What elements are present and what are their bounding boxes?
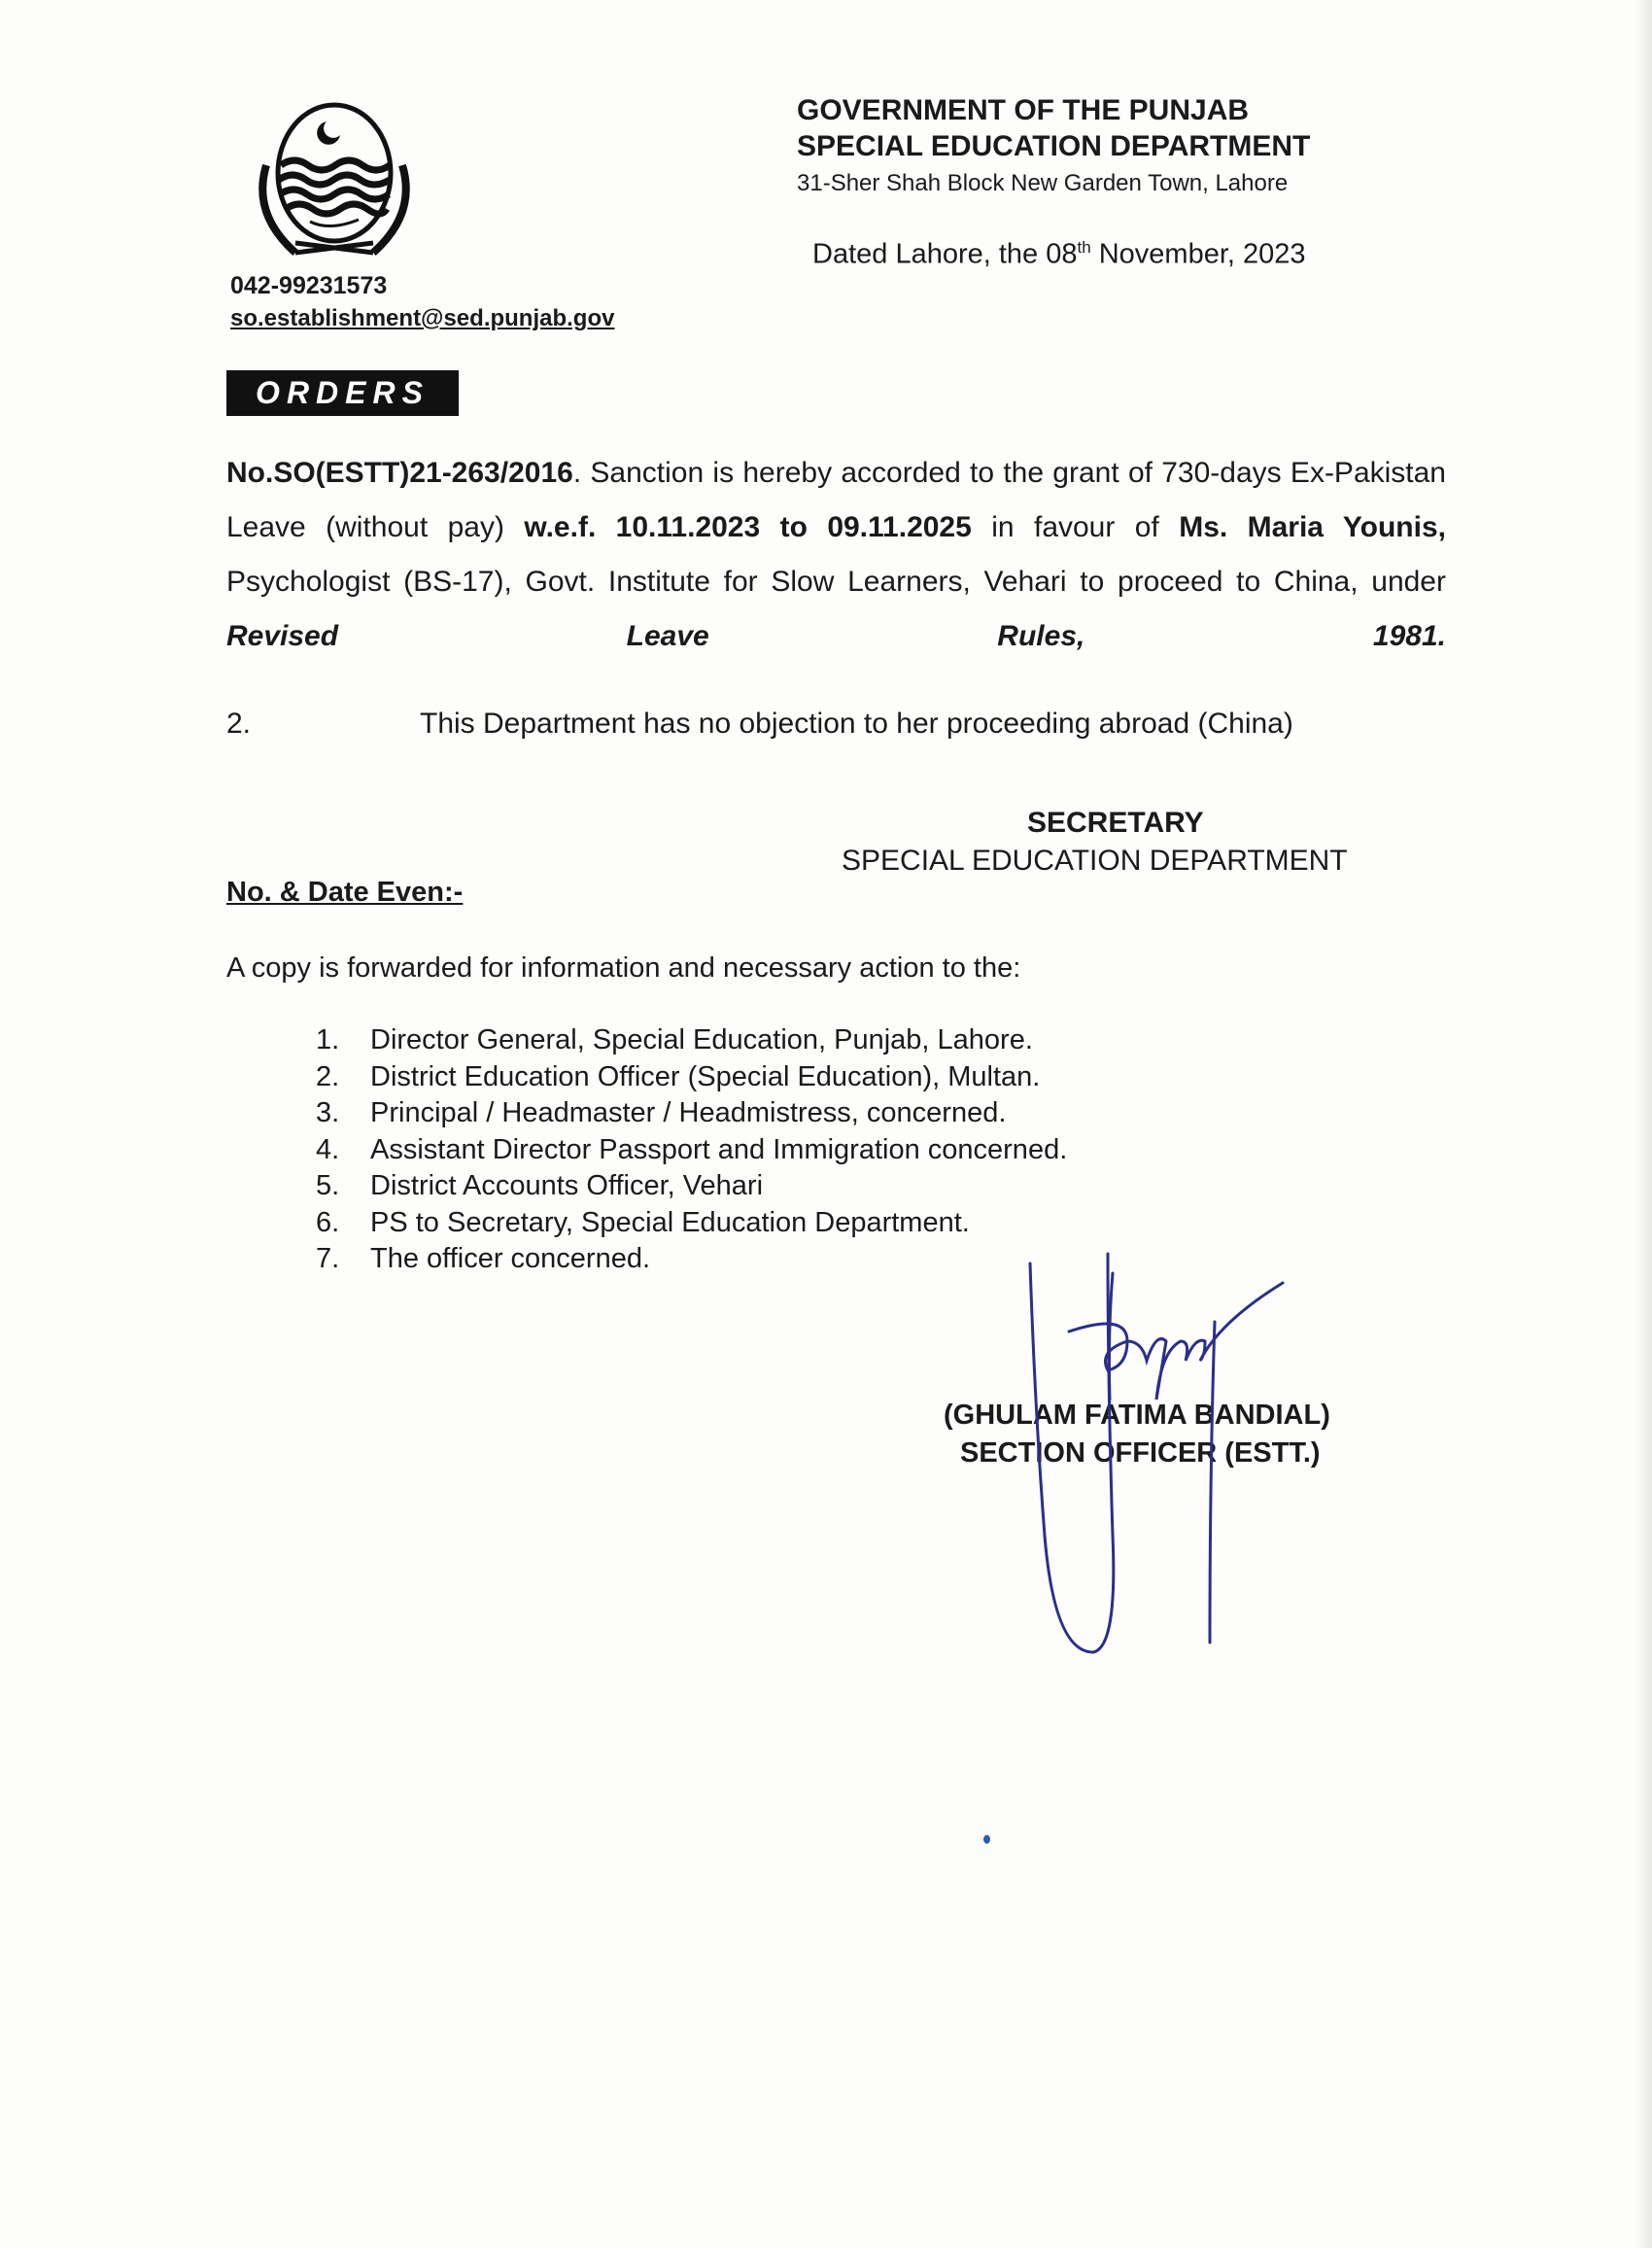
order-number: No.SO(ESTT)21-263/2016: [226, 457, 573, 489]
date-suffix: th: [1077, 238, 1091, 257]
leave-period: w.e.f. 10.11.2023 to 09.11.2025: [524, 511, 972, 543]
list-item: [316, 1132, 1067, 1169]
item-number: 6.: [316, 1206, 340, 1238]
list-item: [316, 1241, 1067, 1278]
copy-recipients-list: [316, 1022, 1067, 1278]
letterhead-address: 31-Sher Shah Block New Garden Town, Lahore: [797, 170, 1289, 196]
list-item: [316, 1168, 1067, 1205]
item-text: Assistant Director Passport and Immigration concerned.: [370, 1133, 1068, 1165]
para2-text: This Department has no objection to her proceeding abroad (China): [420, 708, 1293, 740]
item-text: District Accounts Officer, Vehari: [370, 1170, 764, 1201]
list-item: [316, 1022, 1067, 1059]
para2-number: 2.: [226, 708, 252, 740]
secretary-title: SECRETARY: [1027, 807, 1204, 839]
punjab-government-logo: [237, 97, 431, 267]
ink-dot: [983, 1835, 990, 1844]
letterhead-department: SPECIAL EDUCATION DEPARTMENT: [797, 130, 1311, 162]
item-text: District Education Officer (Special Education), Multan.: [370, 1060, 1041, 1092]
item-number: 3.: [316, 1097, 340, 1128]
date-month-year: November, 2023: [1090, 238, 1306, 270]
signatory-name: (GHULAM FATIMA BANDIAL): [944, 1400, 1330, 1431]
endorsement-intro: A copy is forwarded for information and necessary action to the:: [226, 952, 1021, 984]
item-text: Principal / Headmaster / Headmistress, concerned.: [370, 1097, 1007, 1128]
leave-rules: Revised Leave Rules, 1981.: [226, 620, 1446, 652]
item-text: The officer concerned.: [370, 1243, 651, 1274]
email-link[interactable]: so.establishment@sed.punjab.gov: [230, 305, 615, 331]
date-day: Dated Lahore, the 08: [812, 238, 1078, 270]
secretary-department: SPECIAL EDUCATION DEPARTMENT: [842, 845, 1348, 877]
list-item: [316, 1095, 1067, 1132]
employee-name: Ms. Maria Younis,: [1179, 511, 1446, 543]
order-text: Psychologist (BS-17), Govt. Institute for Slow Learners, Vehari to proceed to China, under: [226, 566, 1446, 598]
order-paragraph: [226, 446, 1446, 664]
handwritten-signature: [1011, 1244, 1360, 1662]
orders-title: ORDERS: [226, 370, 459, 416]
item-number: 7.: [316, 1243, 340, 1274]
order-date: [812, 238, 1306, 271]
item-text: Director General, Special Education, Punjab, Lahore.: [370, 1024, 1033, 1055]
item-number: 4.: [316, 1133, 340, 1165]
paper-edge: [1635, 0, 1652, 2248]
item-number: 5.: [316, 1170, 340, 1201]
letterhead-government: GOVERNMENT OF THE PUNJAB: [797, 94, 1250, 126]
phone-number: 042-99231573: [230, 272, 388, 299]
list-item: [316, 1059, 1067, 1096]
list-item: [316, 1205, 1067, 1242]
item-number: 1.: [316, 1024, 340, 1055]
order-text: . Sanction is hereby accorded to the grant of 730-days Ex-Pakistan Leave (without pay): [226, 457, 1446, 543]
endorsement-heading: No. & Date Even:-: [226, 877, 464, 908]
item-number: 2.: [316, 1060, 340, 1092]
signatory-designation: SECTION OFFICER (ESTT.): [960, 1437, 1321, 1469]
order-text: in favour of: [971, 511, 1180, 543]
item-text: PS to Secretary, Special Education Department.: [370, 1206, 970, 1238]
